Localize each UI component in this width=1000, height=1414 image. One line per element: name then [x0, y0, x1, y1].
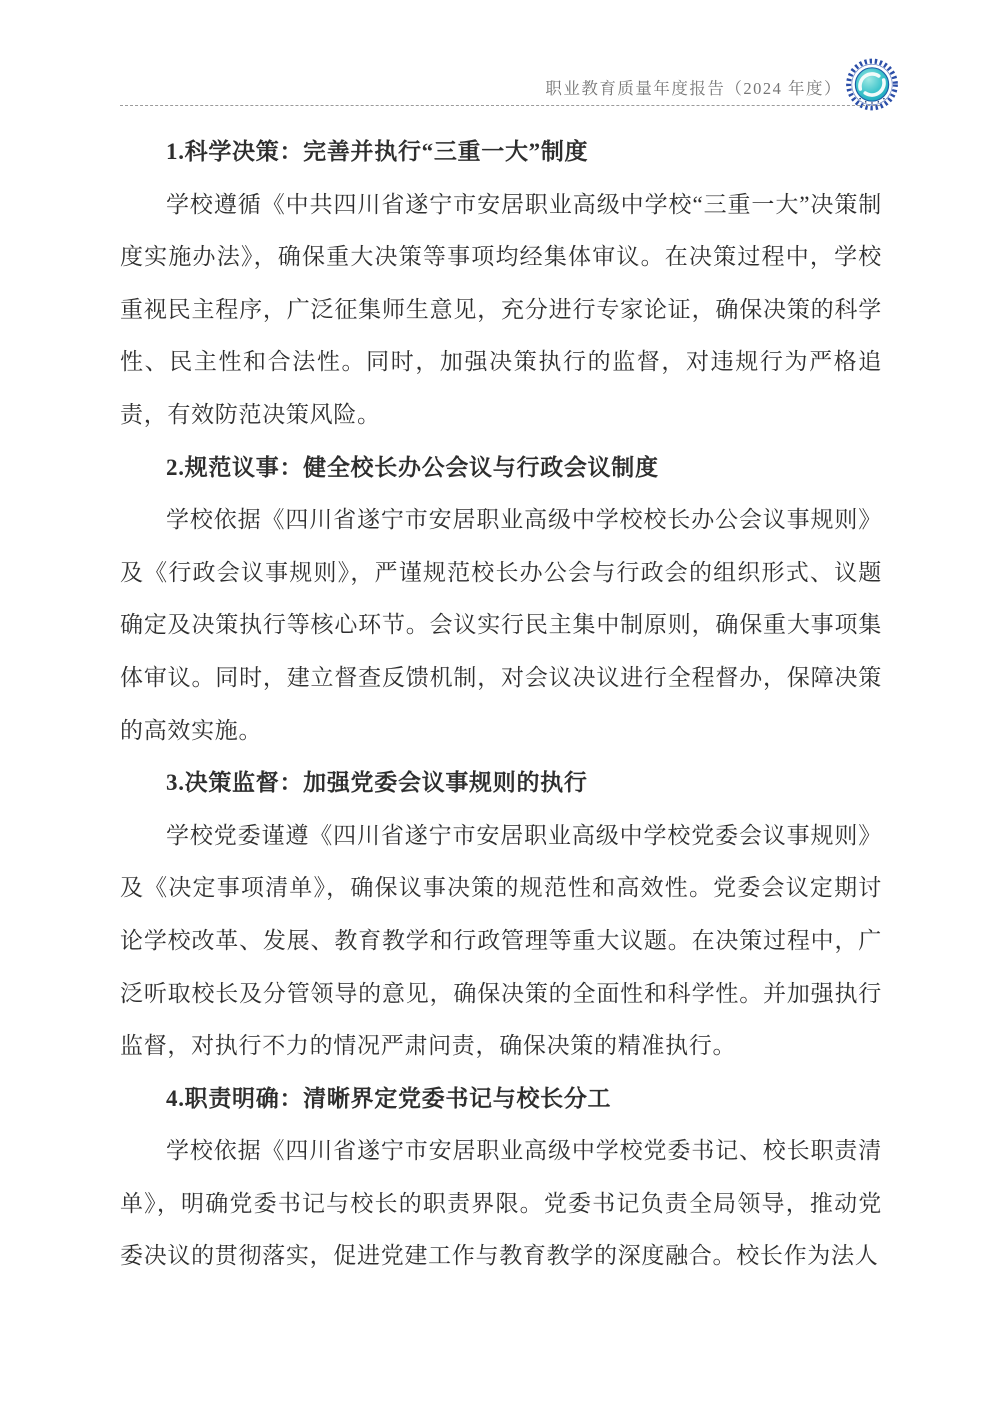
- section-1-paragraph: 学校遵循《中共四川省遂宁市安居职业高级中学校“三重一大”决策制度实施办法》，确保重大决策等事项均经集体审议。在决策过程中，学校重视民主程序，广泛征集师生意见，充分进行专家论证，确保决策的科学性、民主性和合法性。同时，加强决策执行的监督，对违规行为严格追责，有效防范决策风险。: [120, 191, 882, 427]
- document-body: [120, 126, 882, 1283]
- section-3-heading: 3.决策监督：加强党委会议事规则的执行: [166, 770, 588, 796]
- section-3-paragraph: 学校党委谨遵《四川省遂宁市安居职业高级中学校党委会议事规则》及《决定事项清单》，确保议事决策的规范性和高效性。党委会议定期讨论学校改革、发展、教育教学和行政管理等重大议题。在决策过程中，广泛听取校长及分管领导的意见，确保决策的全面性和科学性。并加强执行监督，对执行不力的情况严肃问责，确保决策的精准执行。: [120, 822, 882, 1059]
- header-divider: [120, 105, 880, 106]
- section-4-heading: 4.职责明确：清晰界定党委书记与校长分工: [166, 1085, 612, 1111]
- section-1-heading: 1.科学决策：完善并执行“三重一大”制度: [166, 139, 589, 164]
- section-2-paragraph: 学校依据《四川省遂宁市安居职业高级中学校校长办公会议事规则》及《行政会议事规则》，严谨规范校长办公会与行政会的组织形式、议题确定及决策执行等核心环节。会议实行民主集中制原则，确保重大事项集体审议。同时，建立督查反馈机制，对会议决议进行全程督办，保障决策的高效实施。: [120, 507, 882, 743]
- section-4-paragraph: 学校依据《四川省遂宁市安居职业高级中学校党委书记、校长职责清单》，明确党委书记与校长的职责界限。党委书记负责全局领导，推动党委决议的贯彻落实，促进党建工作与教育教学的深度融合。校长作为法人: [120, 1138, 882, 1269]
- section-2-heading: 2.规范议事：健全校长办公会议与行政会议制度: [166, 454, 659, 480]
- header-title: 职业教育质量年度报告（2024 年度）: [545, 79, 842, 98]
